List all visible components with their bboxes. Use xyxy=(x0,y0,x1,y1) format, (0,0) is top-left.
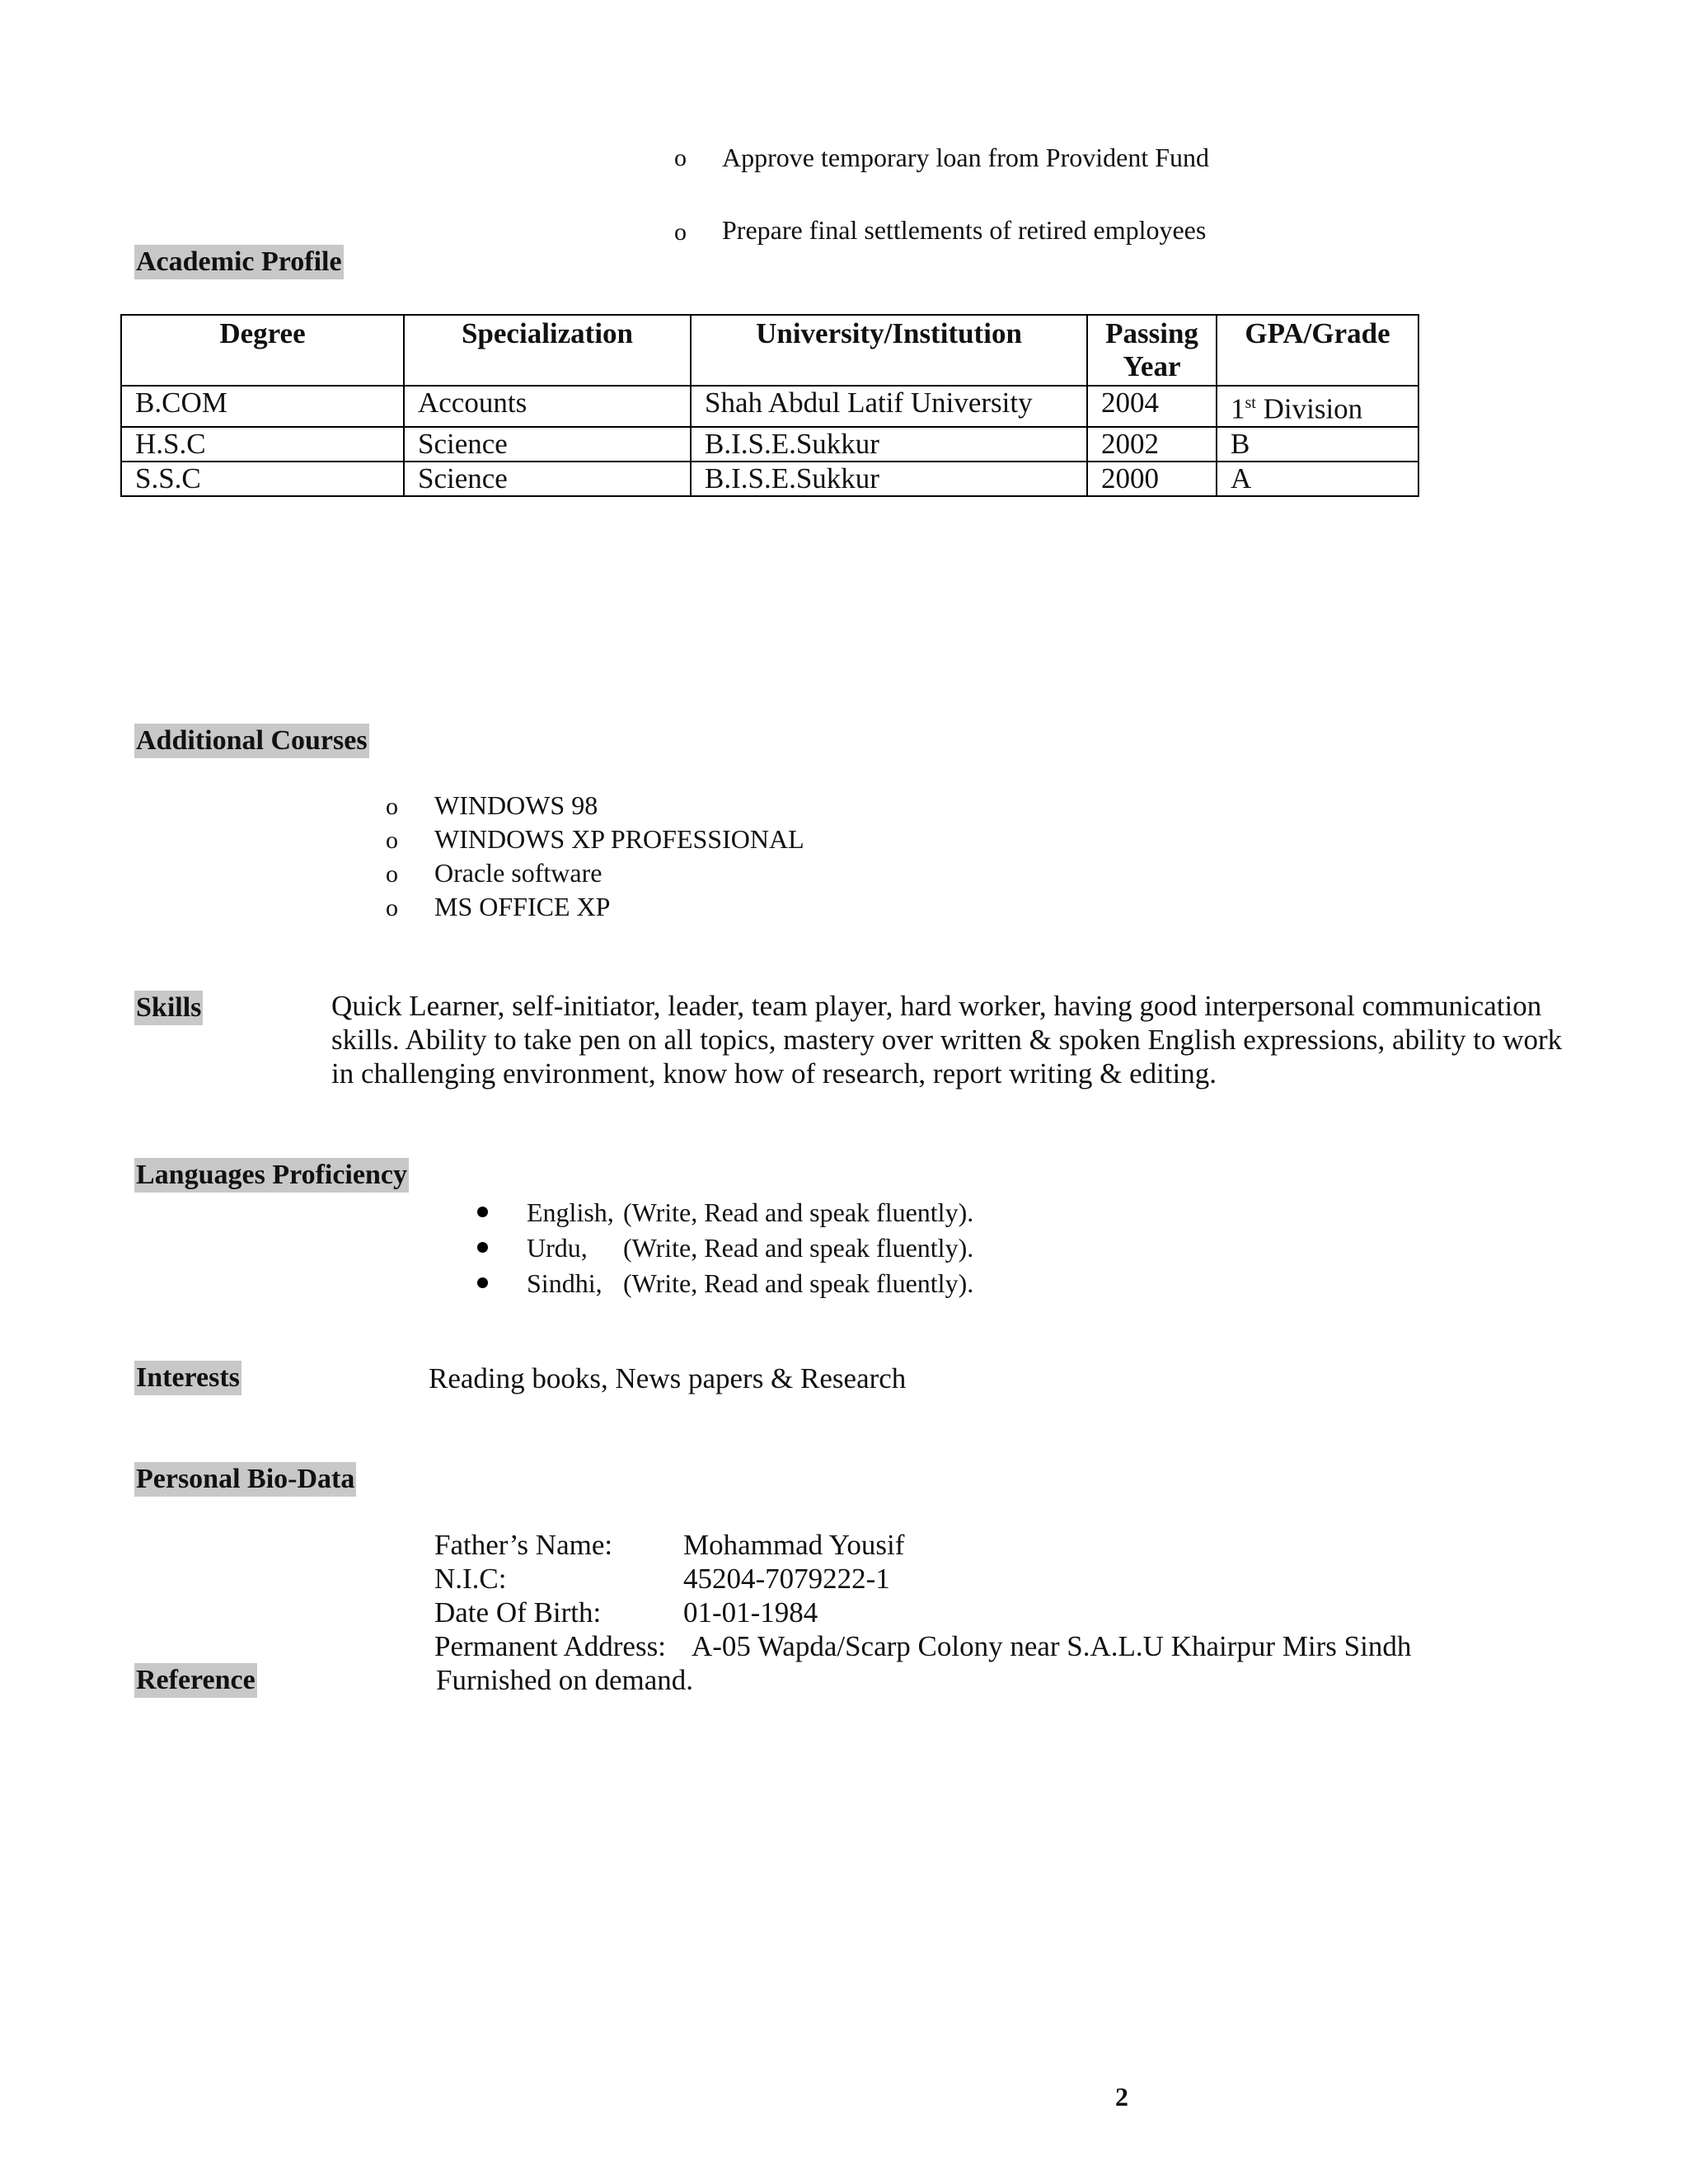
specialization-cell: Science xyxy=(404,427,691,462)
languages-proficiency-heading: Languages Proficiency xyxy=(134,1158,409,1193)
year-cell: 2004 xyxy=(1087,386,1217,427)
personal-bio-data-heading: Personal Bio-Data xyxy=(134,1462,356,1497)
language-name: Sindhi, xyxy=(527,1268,603,1298)
bio-value-nic: 45204-7079222-1 xyxy=(683,1563,890,1595)
degree-cell: B.COM xyxy=(121,386,404,427)
specialization-cell: Science xyxy=(404,462,691,496)
additional-courses-heading: Additional Courses xyxy=(134,724,369,758)
academic-profile-heading: Academic Profile xyxy=(134,245,344,279)
institution-cell: Shah Abdul Latif University xyxy=(691,386,1087,427)
grade-cell: B xyxy=(1217,427,1418,462)
table-row xyxy=(121,462,1418,496)
reference-text: Furnished on demand. xyxy=(436,1664,694,1696)
column-header: University/Institution xyxy=(691,315,1087,386)
grade-number: 1 xyxy=(1231,392,1245,425)
column-header: GPA/Grade xyxy=(1217,315,1418,386)
language-name: Urdu, xyxy=(527,1233,588,1263)
bio-label-date-of-birth: Date Of Birth: xyxy=(434,1596,602,1629)
page-number: 2 xyxy=(1115,2082,1128,2111)
bio-value-permanent-address: A-05 Wapda/Scarp Colony near S.A.L.U Khairpur Mirs Sindh xyxy=(692,1630,1412,1662)
column-header: Degree xyxy=(121,315,404,386)
table-row xyxy=(121,427,1418,462)
language-name: English, xyxy=(527,1197,614,1227)
language-detail: (Write, Read and speak fluently). xyxy=(623,1197,974,1227)
skills-heading: Skills xyxy=(134,991,203,1025)
grade-text: Division xyxy=(1255,392,1363,425)
duty-item-2: Prepare final settlements of retired employees xyxy=(722,215,1207,245)
bio-label-nic: N.I.C: xyxy=(434,1563,507,1595)
interests-heading: Interests xyxy=(134,1361,241,1395)
table-header-row xyxy=(121,315,1418,386)
course-item: WINDOWS 98 xyxy=(434,790,598,820)
column-header: Specialization xyxy=(404,315,691,386)
skills-line: in challenging environment, know how of research, report writing & editing. xyxy=(331,1057,1217,1090)
reference-heading: Reference xyxy=(134,1663,257,1698)
language-detail: (Write, Read and speak fluently). xyxy=(623,1233,974,1263)
course-item: Oracle software xyxy=(434,858,603,888)
bio-label-father-name: Father’s Name: xyxy=(434,1529,613,1561)
course-item: WINDOWS XP PROFESSIONAL xyxy=(434,824,804,854)
skills-line: skills. Ability to take pen on all topics, mastery over written & spoken English expressions, ability to work xyxy=(331,1024,1563,1056)
duty-item-1: Approve temporary loan from Provident Fund xyxy=(722,143,1209,172)
institution-cell: B.I.S.E.Sukkur xyxy=(691,427,1087,462)
bullet-o: o xyxy=(674,144,687,171)
bio-value-father-name: Mohammad Yousif xyxy=(683,1529,905,1561)
bullet-o: o xyxy=(674,218,687,246)
bullet-o: o xyxy=(386,894,398,921)
bullet-dot xyxy=(477,1207,488,1217)
table-row xyxy=(121,386,1418,427)
grade-superscript: st xyxy=(1245,394,1256,412)
grade-cell: A xyxy=(1217,462,1418,496)
skills-line: Quick Learner, self-initiator, leader, team player, hard worker, having good interpersonal communication xyxy=(331,990,1542,1022)
degree-cell: H.S.C xyxy=(121,427,404,462)
year-cell: 2000 xyxy=(1087,462,1217,496)
degree-cell: S.S.C xyxy=(121,462,404,496)
grade-cell xyxy=(1217,386,1418,427)
column-header: Passing Year xyxy=(1087,315,1217,386)
bullet-o: o xyxy=(386,793,398,820)
academic-table xyxy=(120,314,1419,497)
bullet-dot xyxy=(477,1242,488,1253)
bullet-o: o xyxy=(386,827,398,854)
interests-text: Reading books, News papers & Research xyxy=(429,1362,907,1394)
institution-cell: B.I.S.E.Sukkur xyxy=(691,462,1087,496)
bio-value-date-of-birth: 01-01-1984 xyxy=(683,1596,818,1629)
year-cell: 2002 xyxy=(1087,427,1217,462)
bio-label-permanent-address: Permanent Address: xyxy=(434,1630,666,1662)
bullet-dot xyxy=(477,1277,488,1288)
language-detail: (Write, Read and speak fluently). xyxy=(623,1268,974,1298)
bullet-o: o xyxy=(386,860,398,888)
course-item: MS OFFICE XP xyxy=(434,892,611,921)
specialization-cell: Accounts xyxy=(404,386,691,427)
skills-text xyxy=(331,989,1568,1090)
